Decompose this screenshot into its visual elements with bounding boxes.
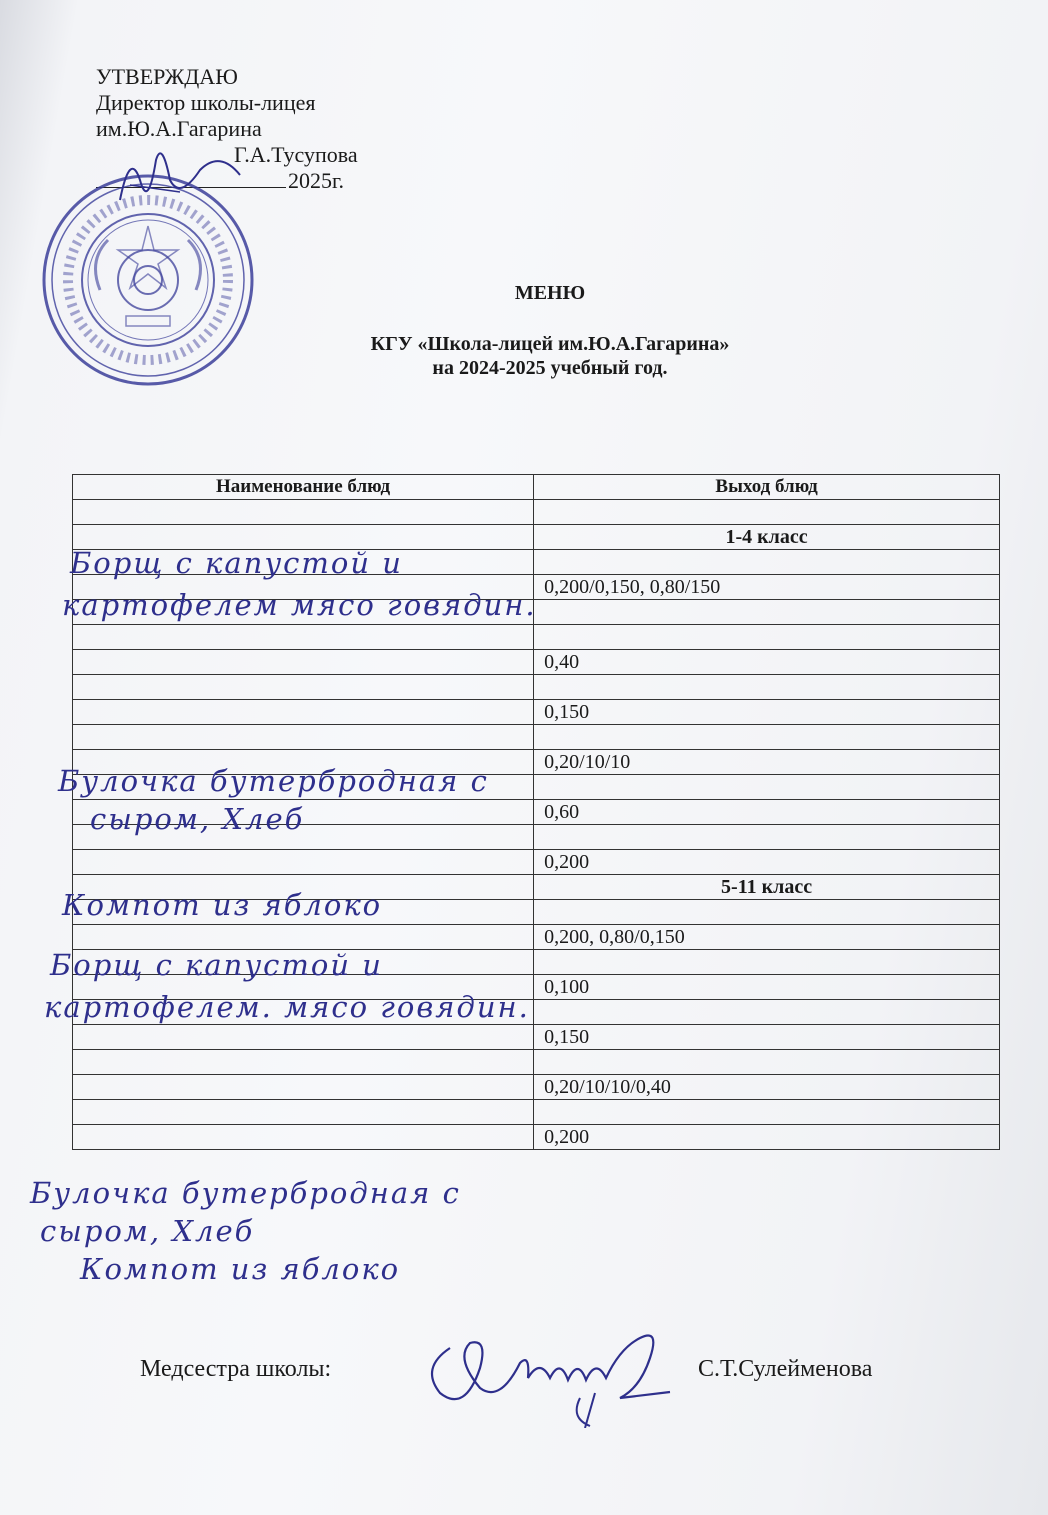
handwritten-dish: Компот из яблоко bbox=[62, 888, 383, 922]
header-yield: Выход блюд bbox=[534, 475, 1000, 500]
table-row bbox=[73, 650, 1000, 675]
approve-word: УТВЕРЖДАЮ bbox=[96, 64, 238, 89]
handwritten-dish: сыром, Хлеб bbox=[40, 1214, 255, 1248]
yield-cell: 0,150 bbox=[534, 700, 1000, 725]
grade-label-5-11: 5-11 класс bbox=[534, 875, 1000, 900]
director-signature-icon bbox=[110, 140, 250, 220]
school-short-name: им.Ю.А.Гагарина bbox=[96, 116, 262, 141]
handwritten-dish: сыром, Хлеб bbox=[90, 802, 305, 836]
nurse-signature-icon bbox=[410, 1318, 680, 1428]
table-row bbox=[73, 1050, 1000, 1075]
handwritten-dish: картофелем мясо говядин. bbox=[62, 588, 537, 622]
grade-label-1-4: 1-4 класс bbox=[534, 525, 1000, 550]
table-header-row bbox=[73, 475, 1000, 500]
table-row bbox=[73, 1075, 1000, 1100]
handwritten-dish: Булочка бутербродная с bbox=[58, 764, 489, 798]
yield-cell: 0,200 bbox=[534, 1125, 1000, 1150]
director-name: Г.А.Тусупова bbox=[234, 142, 358, 167]
yield-cell: 0,60 bbox=[534, 800, 1000, 825]
yield-cell: 0,200/0,150, 0,80/150 bbox=[534, 575, 1000, 600]
table-row bbox=[73, 725, 1000, 750]
header-dish-name: Наименование блюд bbox=[73, 475, 534, 500]
handwritten-dish: Борщ с капустой и bbox=[70, 546, 403, 580]
nurse-name: С.Т.Сулейменова bbox=[698, 1356, 873, 1382]
yield-cell: 0,100 bbox=[534, 975, 1000, 1000]
organization-name: КГУ «Школа-лицей им.Ю.А.Гагарина» bbox=[370, 333, 730, 355]
handwritten-dish: Булочка бутербродная с bbox=[30, 1176, 461, 1210]
table-row bbox=[73, 625, 1000, 650]
table-row bbox=[73, 500, 1000, 525]
table-row bbox=[73, 1125, 1000, 1150]
table-row bbox=[73, 1100, 1000, 1125]
nurse-label: Медсестра школы: bbox=[140, 1356, 332, 1382]
table-row bbox=[73, 850, 1000, 875]
handwritten-dish: картофелем. мясо говядин. bbox=[44, 990, 530, 1024]
table-row bbox=[73, 700, 1000, 725]
yield-cell: 0,200 bbox=[534, 850, 1000, 875]
table-row bbox=[73, 925, 1000, 950]
yield-cell: 0,20/10/10/0,40 bbox=[534, 1075, 1000, 1100]
yield-cell: 0,40 bbox=[534, 650, 1000, 675]
table-row bbox=[73, 675, 1000, 700]
handwritten-dish: Борщ с капустой и bbox=[50, 948, 383, 982]
yield-cell: 0,150 bbox=[534, 1025, 1000, 1050]
director-position: Директор школы-лицея bbox=[96, 90, 316, 115]
document-title: МЕНЮ bbox=[514, 282, 586, 304]
yield-cell: 0,20/10/10 bbox=[534, 750, 1000, 775]
yield-cell: 0,200, 0,80/0,150 bbox=[534, 925, 1000, 950]
approval-year: 2025г. bbox=[288, 168, 345, 193]
table-row bbox=[73, 1025, 1000, 1050]
organization-subtitle bbox=[290, 332, 810, 380]
school-year: на 2024-2025 учебный год. bbox=[432, 357, 668, 379]
handwritten-dish: Компот из яблоко bbox=[80, 1252, 401, 1286]
